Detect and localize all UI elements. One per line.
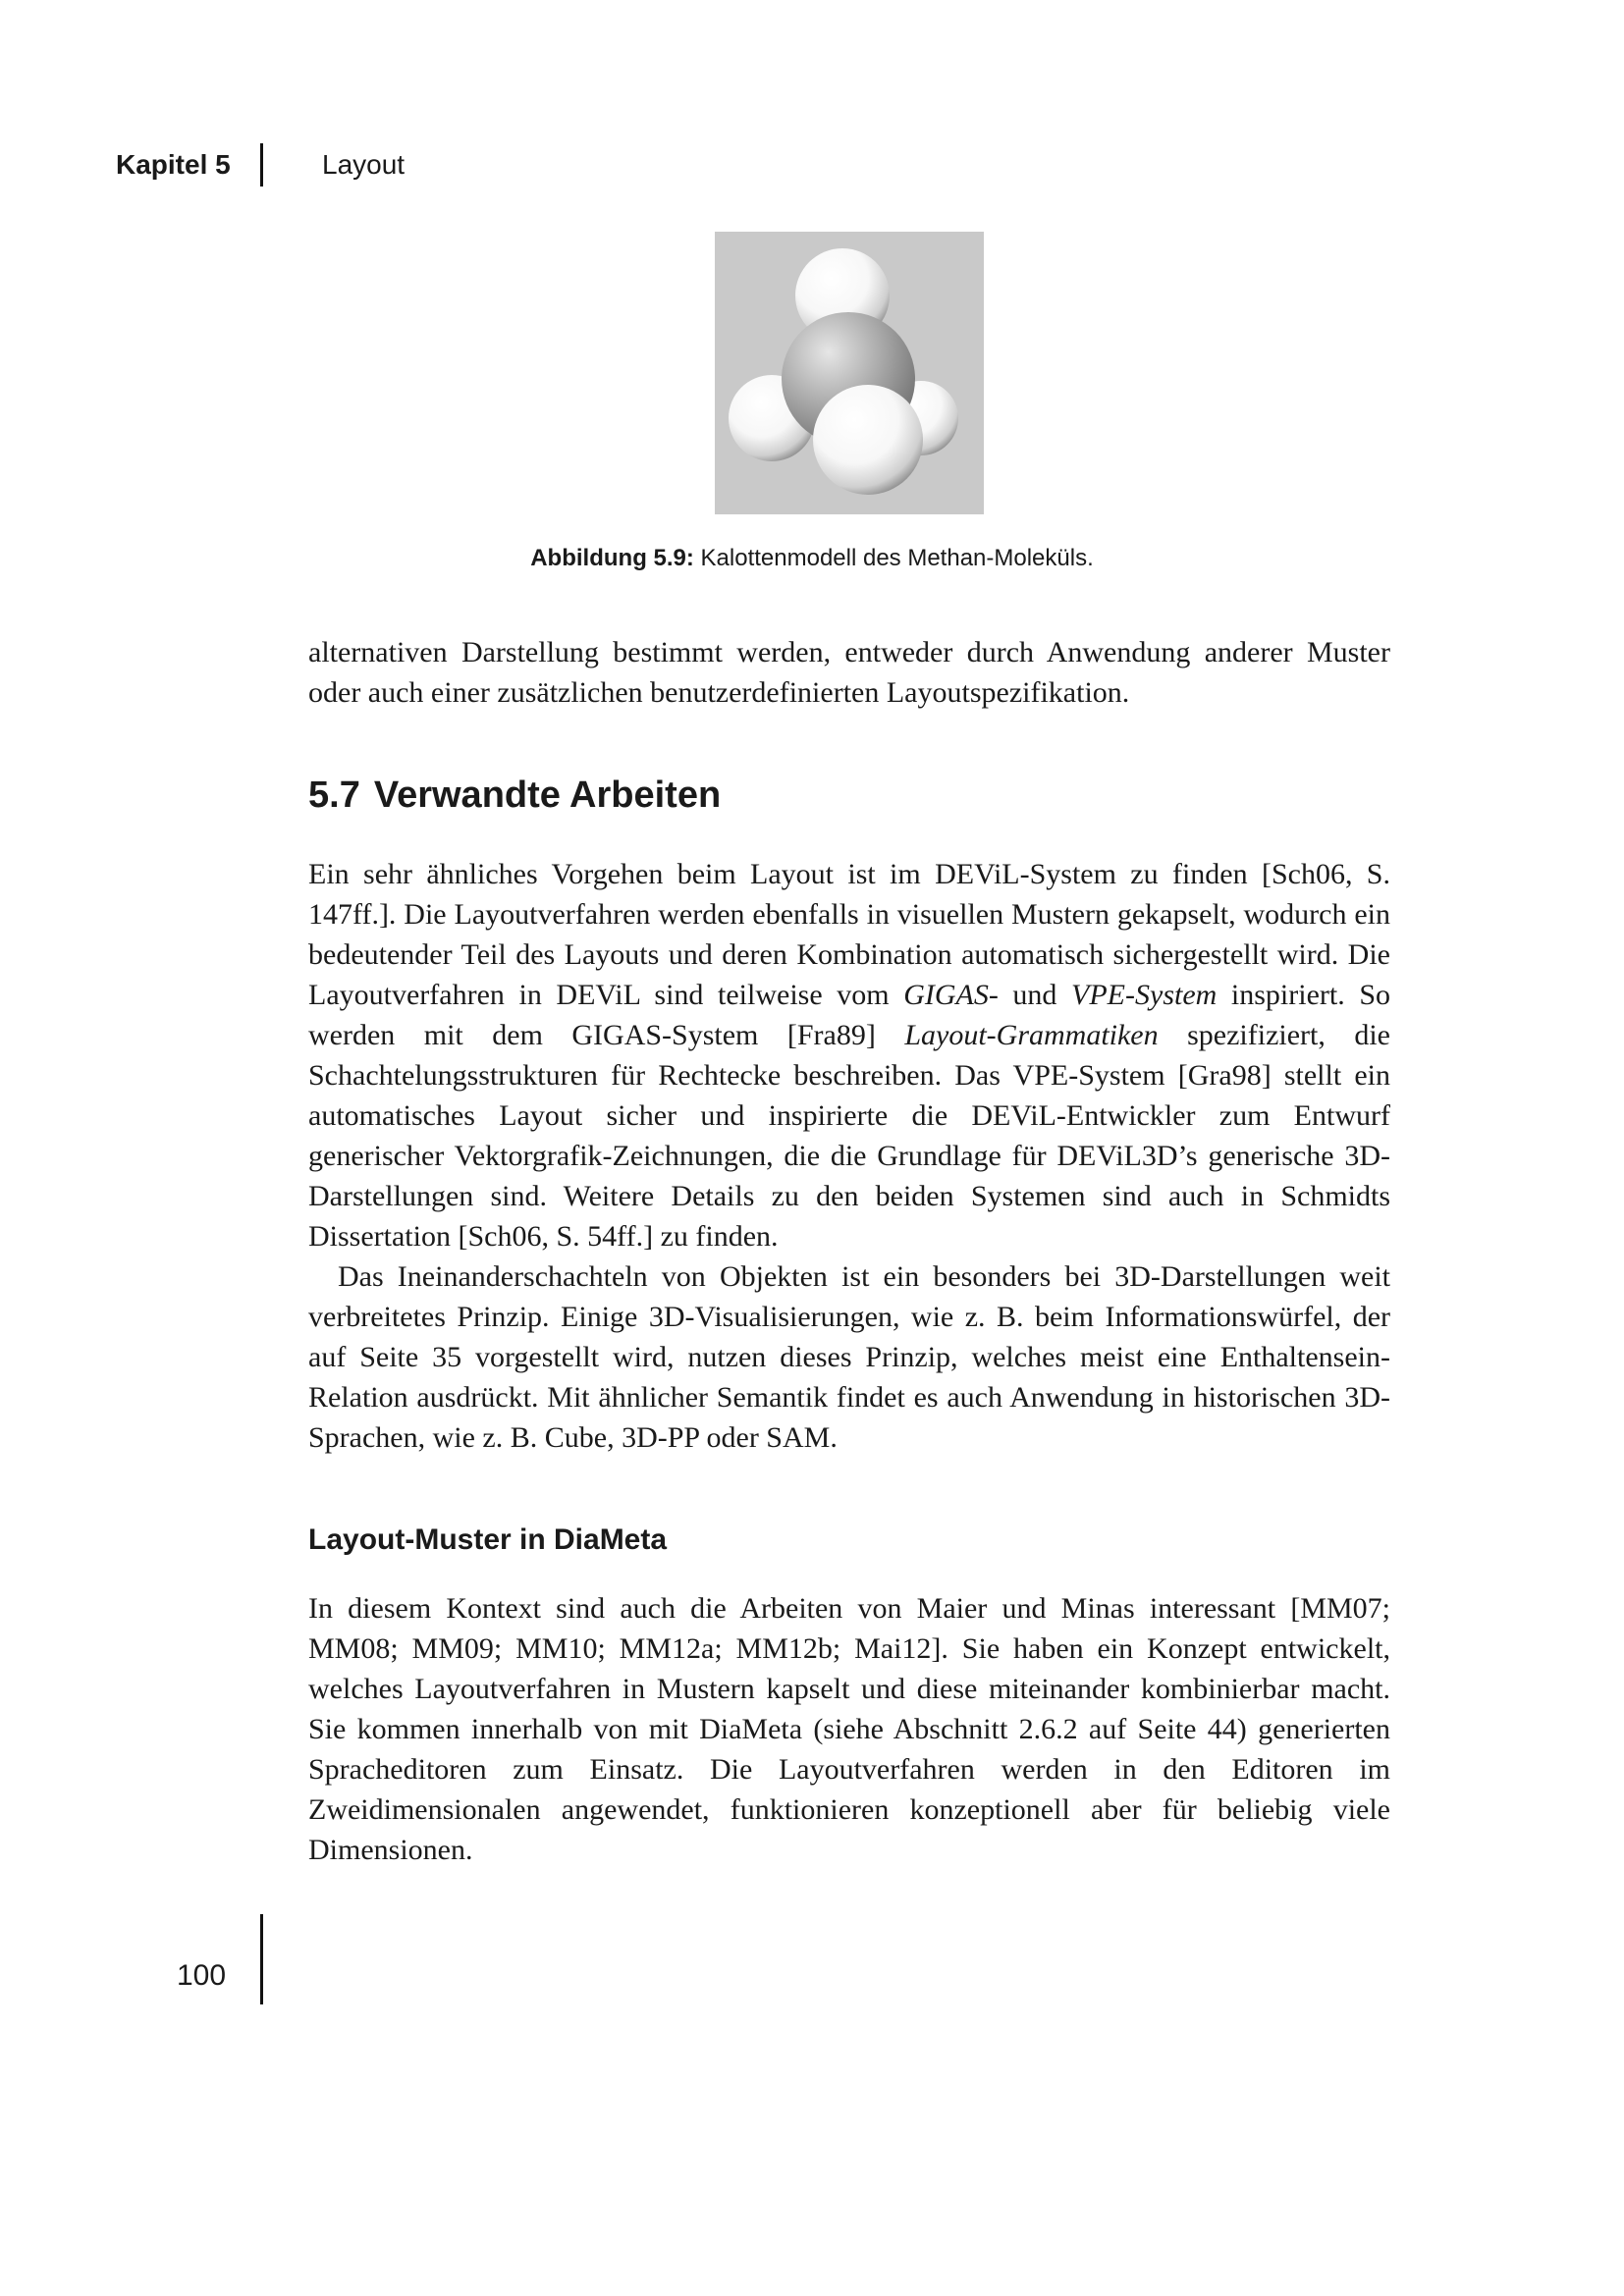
subsection-heading: Layout-Muster in DiaMeta: [308, 1523, 668, 1556]
section-number: 5.7: [308, 774, 360, 816]
emphasis-gigas: GIGAS-: [903, 979, 999, 1011]
methane-figure: [715, 232, 984, 514]
page-number: 100: [177, 1959, 227, 1992]
paragraph-text: und: [998, 979, 1072, 1011]
section-body: [308, 854, 1390, 1458]
section-heading: [308, 772, 721, 819]
subsection-paragraph-1: In diesem Kontext sind auch die Arbeiten von Maier und Minas interessant [MM07; MM08; MM09; MM10; MM12a; MM12b; Mai12]. Sie haben ein Konzept entwickelt, welches Layoutverfahren in Mustern kapselt und diese miteinander kombinierbar macht. Sie kommen innerhalb von mit DiaMeta (siehe Abschnitt 2.6.2 auf Seite 44) generierten Spracheditoren zum Einsatz. Die Layoutverfahren werden in den Editoren im Zweidimensionalen angewendet, funktionieren konzeptionell aber für beliebig viele Dimensionen.: [308, 1592, 1390, 1866]
paragraph-text: Ein sehr ähnliches Vorgehen beim Layout ist im DEViL-System zu finden [Sch06, S. 147ff.]. Die Layoutverfahren werden ebenfalls in visuellen Mustern gekapselt, wodurch ein bedeutender Teil des Layouts und deren Kombination automatisch sichergestellt wird. Die Layoutverfahren in DEViL sind teilweise vom: [308, 858, 1390, 1011]
paragraph-text: inspiriert. So werden mit dem GIGAS-System [Fra89]: [308, 979, 1391, 1051]
subsection-body: [308, 1588, 1390, 1870]
emphasis-vpe-system: VPE-System: [1071, 979, 1218, 1011]
section-paragraph-2: Das Ineinanderschachteln von Objekten ist ein besonders bei 3D-Darstellungen weit verbreitetes Prinzip. Einige 3D-Visualisierungen, wie z. B. beim Informationswürfel, der auf Seite 35 vorgestellt wird, nutzen dieses Prinzip, welches meist eine Enthaltensein-Relation ausdrückt. Mit ähnlicher Semantik findet es auch Anwendung in historischen 3D-Sprachen, wie z. B. Cube, 3D-PP oder SAM.: [308, 1260, 1390, 1454]
figure-caption-label: Abbildung 5.9:: [530, 545, 694, 571]
paragraph-text: spezifiziert, die Schachtelungsstrukturen für Rechtecke beschreiben. Das VPE-System [Gra98] stellt ein automatisches Layout sicher und inspirierte die DEViL-Entwickler zum Entwurf generischer Vektorgrafik-Zeichnungen, die die Grundlage für DEViL3D’s generische 3D-Darstellungen sind. Weitere Details zu den beiden Systemen sind auch in Schmidts Dissertation [Sch06, S. 54ff.] zu finden.: [308, 1019, 1390, 1253]
intro-paragraph-block: [308, 632, 1390, 713]
header-rule: [260, 143, 263, 187]
methane-model-image: [715, 232, 984, 514]
running-section-title: Layout: [322, 149, 406, 180]
footer-rule: [260, 1914, 263, 2004]
figure-caption-text: Kalottenmodell des Methan-Moleküls.: [700, 545, 1094, 571]
section-paragraph-1: [308, 854, 1390, 1256]
hydrogen-atom-front: [813, 385, 923, 495]
figure-caption: [0, 544, 1624, 573]
chapter-label: Kapitel 5: [116, 149, 231, 180]
section-title: Verwandte Arbeiten: [373, 774, 722, 816]
emphasis-layout-grammatiken: Layout-Grammatiken: [904, 1019, 1159, 1051]
intro-paragraph: alternativen Darstellung bestimmt werden, entweder durch Anwendung anderer Muster oder auch einer zusätzlichen benutzerdefinierten Layoutspezifikation.: [308, 636, 1390, 709]
